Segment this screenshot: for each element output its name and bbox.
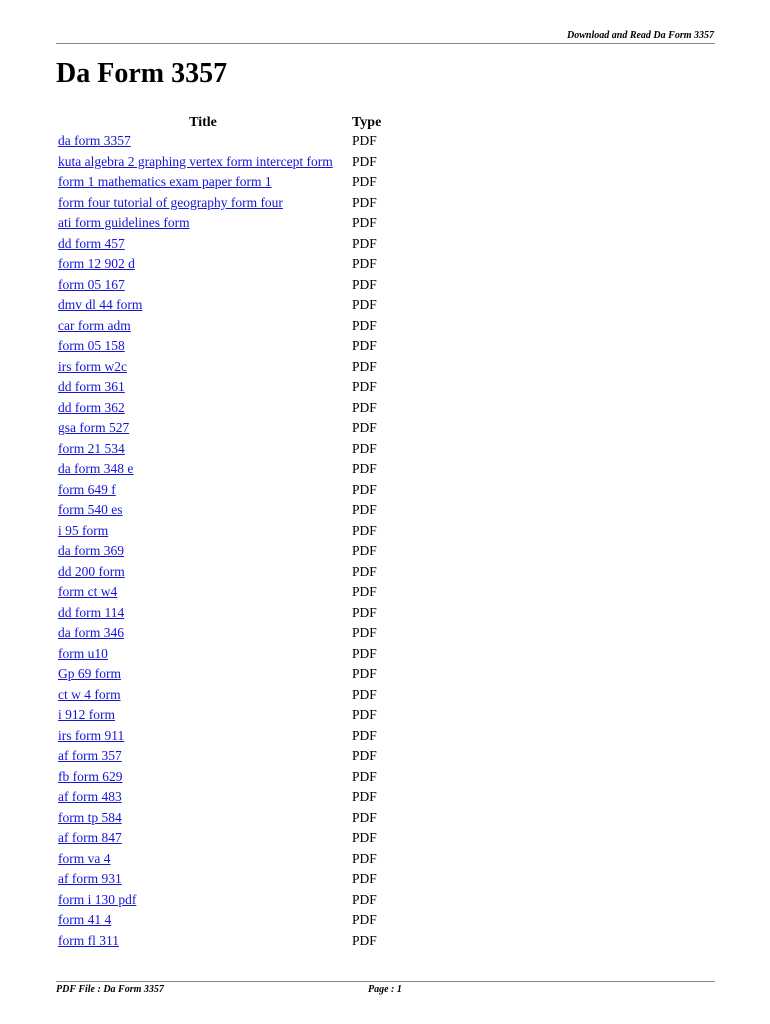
title-cell <box>58 603 348 624</box>
table-row <box>58 459 381 480</box>
table-row <box>58 234 381 255</box>
table-row <box>58 439 381 460</box>
table-row <box>58 193 381 214</box>
type-cell: PDF <box>352 645 377 661</box>
table-row <box>58 890 381 911</box>
title-cell <box>58 664 348 685</box>
type-cell: PDF <box>352 707 377 723</box>
table-row <box>58 500 381 521</box>
table-row <box>58 603 381 624</box>
type-cell: PDF <box>352 481 377 497</box>
type-cell: PDF <box>352 543 377 559</box>
title-cell <box>58 541 348 562</box>
title-cell <box>58 644 348 665</box>
title-cell <box>58 131 348 152</box>
footer-page-label: Page : 1 <box>368 984 402 995</box>
document-link[interactable]: irs form 911 <box>58 727 125 743</box>
table-row <box>58 254 381 275</box>
page-title: Da Form 3357 <box>56 58 228 89</box>
document-link[interactable]: form 12 902 d <box>58 256 135 272</box>
type-cell: PDF <box>352 584 377 600</box>
type-cell: PDF <box>352 748 377 764</box>
type-cell: PDF <box>352 256 377 272</box>
title-cell <box>58 500 348 521</box>
table-row <box>58 541 381 562</box>
type-cell: PDF <box>352 912 377 928</box>
title-cell <box>58 295 348 316</box>
type-cell: PDF <box>352 830 377 846</box>
type-cell: PDF <box>352 789 377 805</box>
type-cell: PDF <box>352 153 377 169</box>
document-link[interactable]: form va 4 <box>58 850 111 866</box>
title-cell <box>58 418 348 439</box>
document-link[interactable]: form 540 es <box>58 502 123 518</box>
table-row <box>58 828 381 849</box>
table-row <box>58 562 381 583</box>
title-cell <box>58 234 348 255</box>
title-cell <box>58 459 348 480</box>
title-cell <box>58 623 348 644</box>
table-row <box>58 705 381 726</box>
title-cell <box>58 152 348 173</box>
table-row <box>58 849 381 870</box>
document-link[interactable]: ati form guidelines form <box>58 215 190 231</box>
table-row <box>58 664 381 685</box>
document-link[interactable]: Gp 69 form <box>58 666 121 682</box>
type-cell: PDF <box>352 215 377 231</box>
table-row <box>58 131 381 152</box>
table-row <box>58 316 381 337</box>
title-cell <box>58 849 348 870</box>
title-cell <box>58 685 348 706</box>
title-cell <box>58 398 348 419</box>
document-link[interactable]: da form 346 <box>58 625 124 641</box>
column-header-title: Title <box>189 115 217 130</box>
title-cell <box>58 582 348 603</box>
type-cell: PDF <box>352 563 377 579</box>
table-row <box>58 869 381 890</box>
document-link[interactable]: af form 847 <box>58 830 122 846</box>
title-cell <box>58 172 348 193</box>
type-cell: PDF <box>352 768 377 784</box>
title-cell <box>58 869 348 890</box>
document-link[interactable]: dd form 361 <box>58 379 125 395</box>
document-link[interactable]: da form 3357 <box>58 133 131 149</box>
document-link[interactable]: form 21 534 <box>58 440 125 456</box>
document-link[interactable]: form 05 158 <box>58 338 125 354</box>
footer-file-label: PDF File : Da Form 3357 <box>56 984 164 995</box>
type-cell: PDF <box>352 932 377 948</box>
type-cell: PDF <box>352 871 377 887</box>
type-cell: PDF <box>352 235 377 251</box>
title-cell <box>58 910 348 931</box>
type-cell: PDF <box>352 809 377 825</box>
document-link[interactable]: kuta algebra 2 graphing vertex form intercept form <box>58 153 333 169</box>
table-row <box>58 623 381 644</box>
type-cell: PDF <box>352 317 377 333</box>
column-header-type: Type <box>352 115 382 130</box>
table-row <box>58 275 381 296</box>
type-cell: PDF <box>352 358 377 374</box>
type-cell: PDF <box>352 502 377 518</box>
document-link[interactable]: dd form 457 <box>58 235 125 251</box>
title-cell <box>58 562 348 583</box>
title-cell <box>58 828 348 849</box>
table-row <box>58 172 381 193</box>
document-link[interactable]: dd form 362 <box>58 399 125 415</box>
document-link[interactable]: form four tutorial of geography form four <box>58 194 283 210</box>
document-link[interactable]: form 41 4 <box>58 912 112 928</box>
table-row <box>58 213 381 234</box>
table-row <box>58 521 381 542</box>
title-cell <box>58 377 348 398</box>
running-header: Download and Read Da Form 3357 <box>567 30 714 41</box>
document-link[interactable]: i 912 form <box>58 707 115 723</box>
type-cell: PDF <box>352 194 377 210</box>
document-link[interactable]: da form 348 e <box>58 461 134 477</box>
document-link[interactable]: ct w 4 form <box>58 686 121 702</box>
document-link[interactable]: fb form 629 <box>58 768 123 784</box>
document-link[interactable]: form ct w4 <box>58 584 118 600</box>
document-link[interactable]: car form adm <box>58 317 131 333</box>
type-cell: PDF <box>352 379 377 395</box>
title-cell <box>58 213 348 234</box>
table-row <box>58 480 381 501</box>
table-row <box>58 726 381 747</box>
table-row <box>58 418 381 439</box>
document-list-table <box>58 110 381 951</box>
table-header-row <box>58 110 381 131</box>
type-cell: PDF <box>352 399 377 415</box>
table-row <box>58 644 381 665</box>
document-link[interactable]: gsa form 527 <box>58 420 130 436</box>
title-cell <box>58 726 348 747</box>
document-link[interactable]: form fl 311 <box>58 932 119 948</box>
type-cell: PDF <box>352 604 377 620</box>
title-cell <box>58 705 348 726</box>
title-cell <box>58 808 348 829</box>
type-cell: PDF <box>352 891 377 907</box>
type-cell: PDF <box>352 440 377 456</box>
table-row <box>58 295 381 316</box>
document-link[interactable]: form i 130 pdf <box>58 891 137 907</box>
title-cell <box>58 439 348 460</box>
type-cell: PDF <box>352 666 377 682</box>
title-cell <box>58 316 348 337</box>
document-link[interactable]: af form 483 <box>58 789 122 805</box>
title-cell <box>58 357 348 378</box>
document-link[interactable]: dmv dl 44 form <box>58 297 143 313</box>
table-row <box>58 377 381 398</box>
document-link[interactable]: i 95 form <box>58 522 109 538</box>
table-row <box>58 152 381 173</box>
document-link[interactable]: form u10 <box>58 645 108 661</box>
title-cell <box>58 521 348 542</box>
type-cell: PDF <box>352 522 377 538</box>
footer-divider <box>56 981 715 982</box>
title-cell <box>58 787 348 808</box>
type-cell: PDF <box>352 727 377 743</box>
type-cell: PDF <box>352 297 377 313</box>
title-cell <box>58 254 348 275</box>
table-body <box>58 131 381 951</box>
table-row <box>58 398 381 419</box>
document-link[interactable]: form 649 f <box>58 481 116 497</box>
title-cell <box>58 746 348 767</box>
type-cell: PDF <box>352 625 377 641</box>
type-cell: PDF <box>352 850 377 866</box>
table-row <box>58 336 381 357</box>
table-row <box>58 808 381 829</box>
document-link[interactable]: af form 357 <box>58 748 122 764</box>
table-row <box>58 931 381 952</box>
document-link[interactable]: form 1 mathematics exam paper form 1 <box>58 174 272 190</box>
document-link[interactable]: af form 931 <box>58 871 122 887</box>
type-cell: PDF <box>352 461 377 477</box>
table-row <box>58 685 381 706</box>
title-cell <box>58 480 348 501</box>
type-cell: PDF <box>352 276 377 292</box>
table-row <box>58 582 381 603</box>
type-cell: PDF <box>352 174 377 190</box>
document-link[interactable]: dd 200 form <box>58 563 125 579</box>
table-row <box>58 787 381 808</box>
table-row <box>58 357 381 378</box>
document-link[interactable]: irs form w2c <box>58 358 127 374</box>
document-link[interactable]: da form 369 <box>58 543 124 559</box>
header-divider <box>56 43 715 44</box>
table-row <box>58 746 381 767</box>
title-cell <box>58 890 348 911</box>
table-row <box>58 910 381 931</box>
table-row <box>58 767 381 788</box>
type-cell: PDF <box>352 133 377 149</box>
type-cell: PDF <box>352 338 377 354</box>
title-cell <box>58 931 348 952</box>
document-link[interactable]: form 05 167 <box>58 276 125 292</box>
document-link[interactable]: dd form 114 <box>58 604 125 620</box>
title-cell <box>58 767 348 788</box>
document-link[interactable]: form tp 584 <box>58 809 122 825</box>
title-cell <box>58 193 348 214</box>
type-cell: PDF <box>352 686 377 702</box>
type-cell: PDF <box>352 420 377 436</box>
title-cell <box>58 336 348 357</box>
title-cell <box>58 275 348 296</box>
